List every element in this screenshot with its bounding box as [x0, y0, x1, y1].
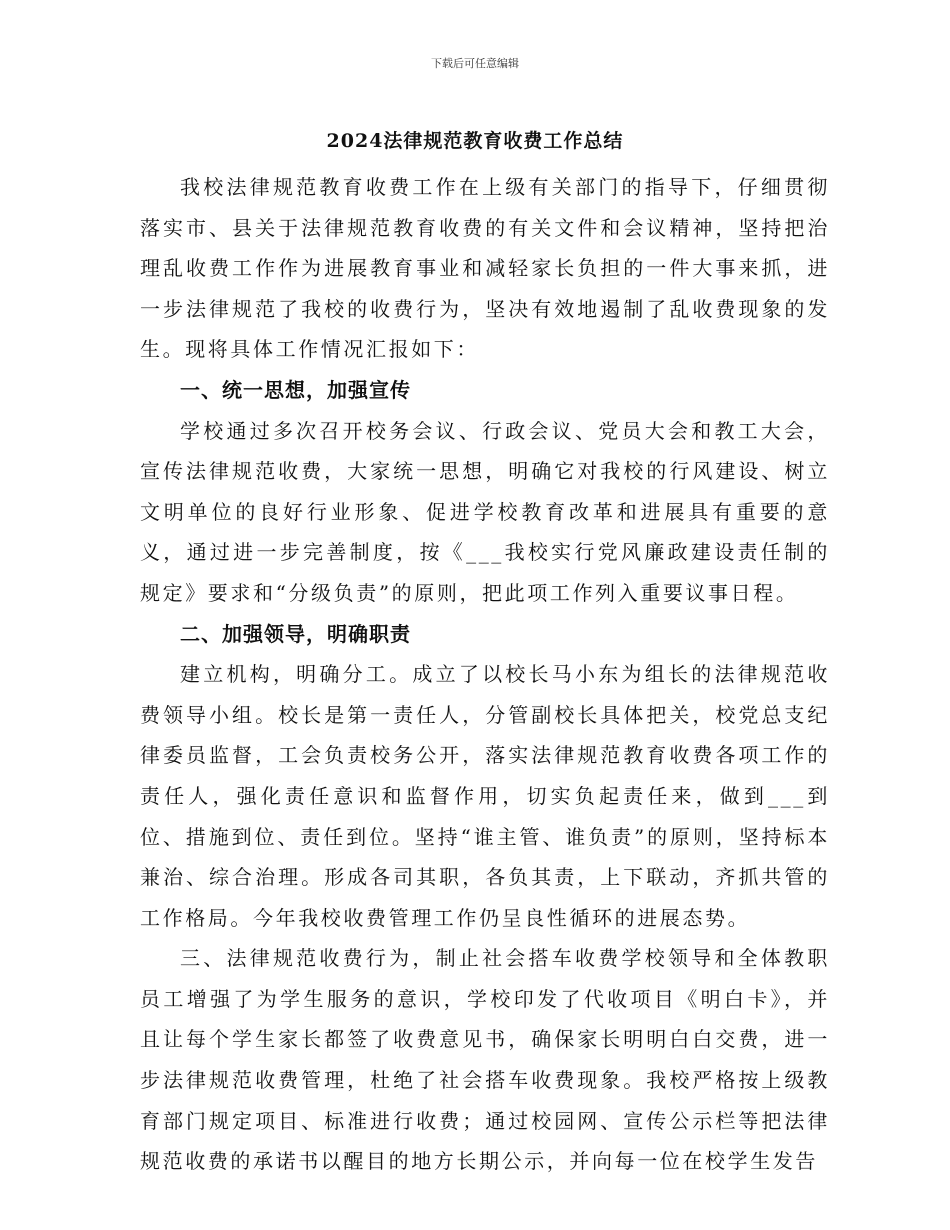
section-heading-2: 二、加强领导，明确职责	[180, 621, 411, 646]
document-title: 2024法律规范教育收费工作总结	[326, 130, 624, 152]
intro-paragraph: 我校法律规范教育收费工作在上级有关部门的指导下，仔细贯彻落实市、县关于法律规范教育收费的有关文件和会议精神，坚持把治理乱收费工作作为进展教育事业和减轻家长负担的一件大事来抓，进一步法律规范了我校的收费行为，坚决有效地遏制了乱收费现象的发生。现将具体工作情况汇报如下：	[140, 175, 830, 362]
section-heading-1: 一、统一思想，加强宣传	[180, 377, 411, 402]
document-body	[140, 167, 830, 1182]
section-1-paragraph: 学校通过多次召开校务会议、行政会议、党员大会和教工大会，宣传法律规范收费，大家统一思想，明确它对我校的行风建设、树立文明单位的良好行业形象、促进学校教育改革和进展具有重要的意义，通过进一步完善制度，按《___我校实行党风廉政建设责任制的规定》要求和“分级负责”的原则，把此项工作列入重要议事日程。	[140, 418, 830, 605]
section-3-paragraph: 三、法律规范收费行为，制止社会搭车收费学校领导和全体教职员工增强了为学生服务的意识，学校印发了代收项目《明白卡》，并且让每个学生家长都签了收费意见书，确保家长明明白白交费，进一步法律规范收费管理，杜绝了社会搭车收费现象。我校严格按上级教育部门规定项目、标准进行收费；通过校园网、宣传公示栏等把法律规范收费的承诺书以醒目的地方长期公示，并向每一位在校学生发告	[140, 946, 830, 1174]
section-2-paragraph: 建立机构，明确分工。成立了以校长马小东为组长的法律规范收费领导小组。校长是第一责任人，分管副校长具体把关，校党总支纪律委员监督，工会负责校务公开，落实法律规范教育收费各项工作的责任人，强化责任意识和监督作用，切实负起责任来，做到___到位、措施到位、责任到位。坚持“谁主管、谁负责”的原则，坚持标本兼治、综合治理。形成各司其职，各负其责，上下联动，齐抓共管的工作格局。今年我校收费管理工作仍呈良性循环的进展态势。	[140, 662, 830, 930]
header-note: 下载后可任意编辑	[431, 57, 519, 70]
